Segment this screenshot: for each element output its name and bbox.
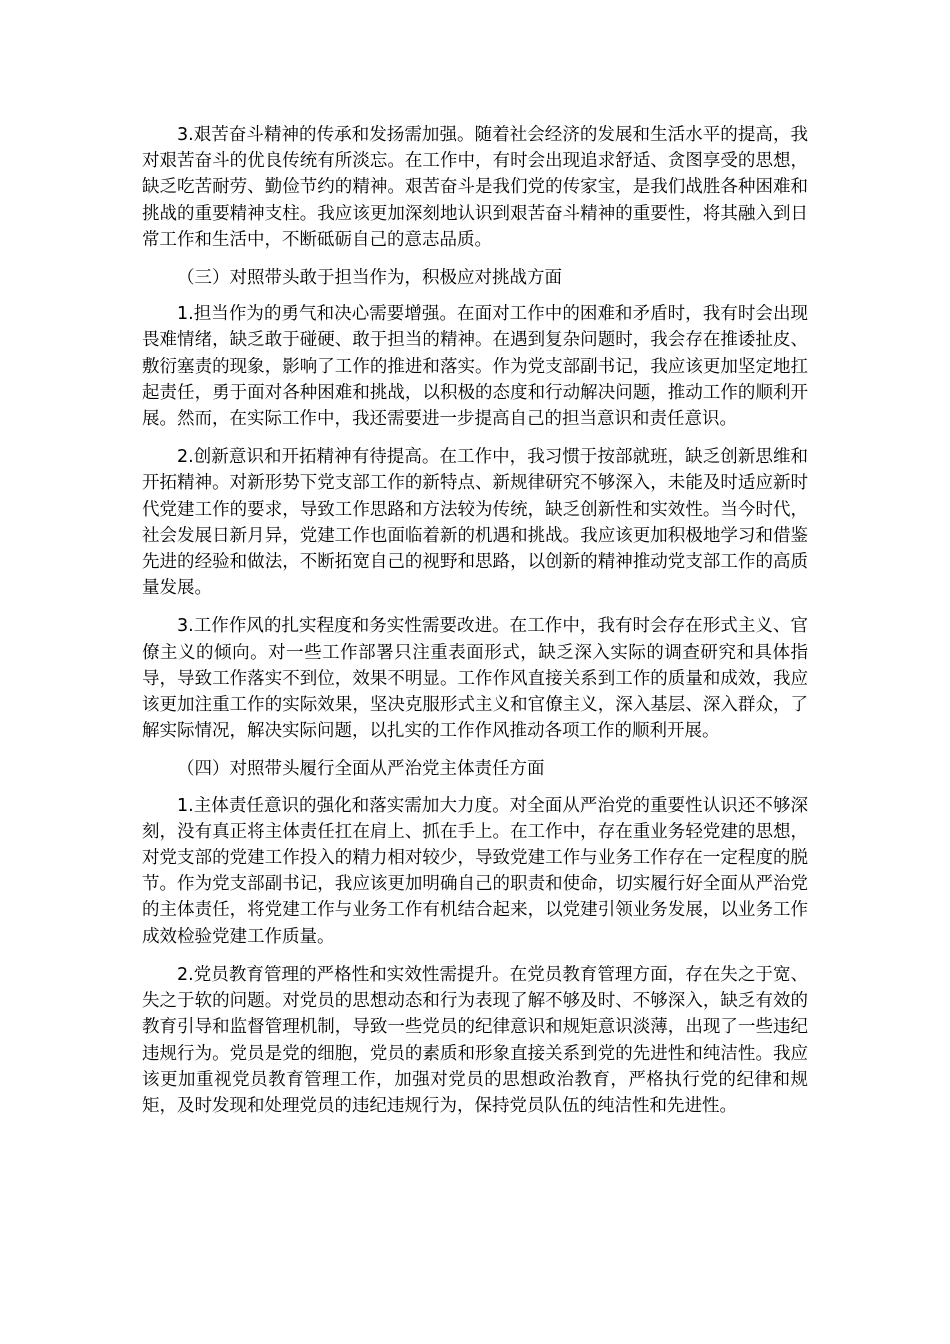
paragraph-main-responsibility: 1.主体责任意识的强化和落实需加大力度。对全面从严治党的重要性认识还不够深刻，没有真正将主体责任扛在肩上、抓在手上。在工作中，存在重业务轻党建的思想，对党支部的党建工作投入的精力相对较少，导致党建工作与业务工作存在一定程度的脱节。作为党支部副书记，我应该更加明确自己的职责和使命，切实履行好全面从严治党的主体责任，将党建工作与业务工作有机结合起来，以党建引领业务发展，以业务工作成效检验党建工作质量。 [142, 795, 808, 947]
section-heading-three: （三）对照带头敢于担当作为，积极应对挑战方面 [177, 268, 562, 289]
section-heading-four: （四）对照带头履行全面从严治党主体责任方面 [177, 759, 545, 780]
paragraph-responsibility-courage: 1.担当作为的勇气和决心需要增强。在面对工作中的困难和矛盾时，我有时会出现畏难情绪，缺乏敢于碰硬、敢于担当的精神。在遇到复杂问题时，我会存在推诿扯皮、敷衍塞责的现象，影响了工作的推进和落实。作为党支部副书记，我应该更加坚定地扛起责任，勇于面对各种困难和挑战，以积极的态度和行动解决问题，推动工作的顺利开展。然而，在实际工作中，我还需要进一步提高自己的担当意识和责任意识。 [142, 304, 808, 430]
paragraph-member-management: 2.党员教育管理的严格性和实效性需提升。在党员教育管理方面，存在失之于宽、失之于软的问题。对党员的思想动态和行为表现了解不够及时、不够深入，缺乏有效的教育引导和监督管理机制，导致一些党员的纪律意识和规矩意识淡薄，出现了一些违纪违规行为。党员是党的细胞，党员的素质和形象直接关系到党的先进性和纯洁性。我应该更加重视党员教育管理工作，加强对党员的思想政治教育，严格执行党的纪律和规矩，及时发现和处理党员的违纪违规行为，保持党员队伍的纯洁性和先进性。 [142, 964, 808, 1116]
document-page [142, 122, 808, 1131]
paragraph-innovation: 2.创新意识和开拓精神有待提高。在工作中，我习惯于按部就班，缺乏创新思维和开拓精神。对新形势下党支部工作的新特点、新规律研究不够深入，未能及时适应新时代党建工作的要求，导致工作思路和方法较为传统，缺乏创新性和实效性。当今时代，社会发展日新月异，党建工作也面临着新的机遇和挑战。我应该更加积极地学习和借鉴先进的经验和做法，不断拓宽自己的视野和思路，以创新的精神推动党支部工作的高质量发展。 [142, 447, 808, 599]
paragraph-work-style: 3.工作作风的扎实程度和务实性需要改进。在工作中，我有时会存在形式主义、官僚主义的倾向。对一些工作部署只注重表面形式，缺乏深入实际的调查研究和具体指导，导致工作落实不到位，效果不明显。工作作风直接关系到工作的质量和成效，我应该更加注重工作的实际效果，坚决克服形式主义和官僚主义，深入基层、深入群众，了解实际情况，解决实际问题，以扎实的工作作风推动各项工作的顺利开展。 [142, 616, 808, 742]
paragraph-hardship-spirit: 3.艰苦奋斗精神的传承和发扬需加强。随着社会经济的发展和生活水平的提高，我对艰苦奋斗的优良传统有所淡忘。在工作中，有时会出现追求舒适、贪图享受的思想，缺乏吃苦耐劳、勤俭节约的精神。艰苦奋斗是我们党的传家宝，是我们战胜各种困难和挑战的重要精神支柱。我应该更加深刻地认识到艰苦奋斗精神的重要性，将其融入到日常工作和生活中，不断砥砺自己的意志品质。 [142, 125, 808, 250]
